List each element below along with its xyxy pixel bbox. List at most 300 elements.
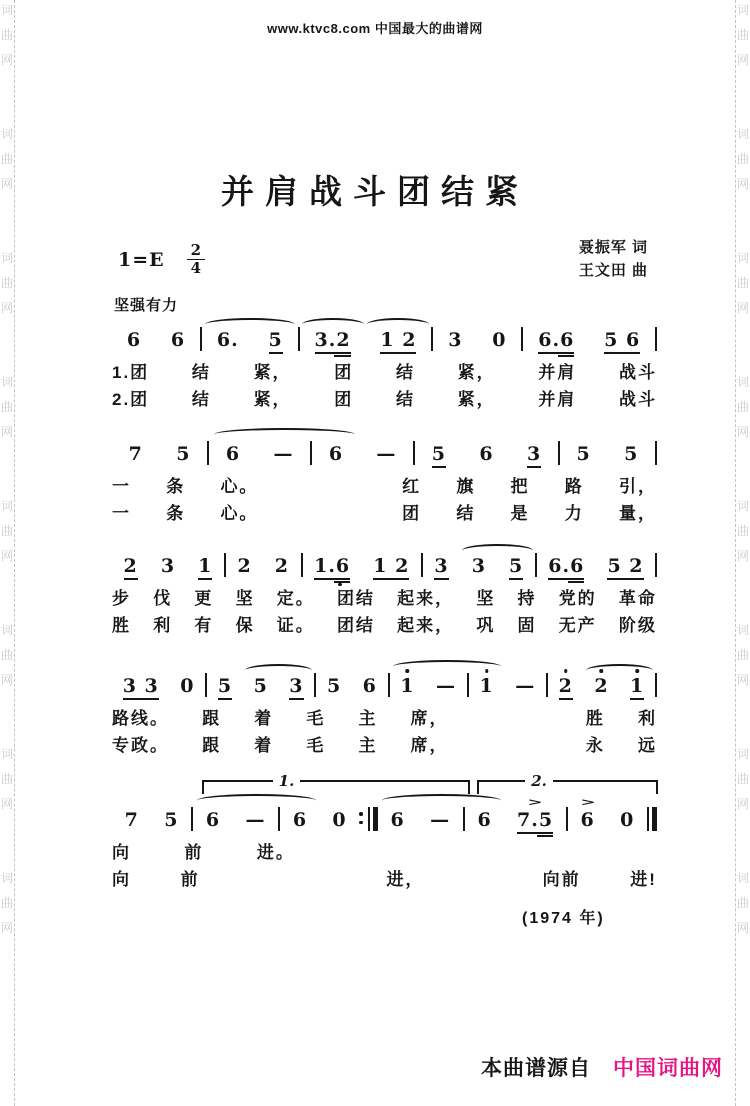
lyric-syllable: [493, 843, 512, 863]
final-barline: [647, 807, 657, 836]
watermark-group: [737, 376, 749, 438]
meter-denominator: 4: [190, 259, 202, 278]
watermark-char: 网: [0, 797, 13, 811]
note-value: 6: [479, 443, 494, 465]
note-value: 6: [328, 443, 344, 465]
watermark-char: 词: [736, 747, 749, 761]
lyric-syllable: 革命: [618, 589, 657, 608]
lyric-syllable: 永: [585, 735, 605, 755]
note-value: 5: [218, 677, 232, 700]
note-token: [152, 811, 192, 836]
note-token: [469, 677, 505, 702]
note-token: [279, 677, 315, 702]
lyric-syllable: 持: [517, 589, 537, 608]
slur-group: [366, 331, 432, 356]
watermark-char: 词: [0, 375, 13, 389]
note-token: [243, 677, 279, 702]
site-header-link[interactable]: www.ktvc8.com 中国最大的曲谱网: [267, 21, 483, 36]
notation-line: [112, 548, 657, 582]
note-value: 6: [580, 809, 595, 831]
lyrics-line: [112, 736, 657, 756]
volta-label: 1.: [273, 772, 301, 790]
octave-dot-above: [406, 669, 410, 673]
note-value: 6: [126, 329, 142, 351]
note-token: [170, 677, 206, 702]
lyric-syllable: 结: [456, 503, 476, 523]
note-value: —: [273, 443, 294, 465]
watermark-char: 网: [736, 301, 749, 315]
watermark-char: 曲: [0, 772, 13, 786]
watermark-char: 网: [0, 177, 13, 191]
watermark-char: 词: [736, 871, 749, 885]
note-value: 6: [477, 809, 492, 831]
note-token: [233, 811, 278, 836]
watermark-char: 曲: [736, 276, 749, 290]
song-title: 并肩战斗团结紧: [221, 173, 529, 210]
watermark-char: 曲: [736, 400, 749, 414]
lyric-syllable: 团: [334, 363, 354, 382]
key-text: 1=E: [118, 248, 165, 271]
lyric-syllable: 固: [517, 615, 537, 635]
note-value: 0: [492, 329, 507, 351]
watermark-group: [1, 376, 13, 438]
music-system: [112, 548, 657, 635]
note-value: 0: [180, 675, 195, 697]
note-token: [596, 557, 655, 582]
lyric-syllable: 跟: [202, 735, 222, 755]
note-token: [607, 811, 647, 836]
note-value: 3: [434, 557, 448, 580]
watermark-group: [737, 252, 749, 314]
lyric-syllable: 有: [194, 615, 214, 635]
slur-group: [460, 557, 535, 582]
note-token: [207, 677, 243, 702]
watermark-char: 曲: [736, 152, 749, 166]
watermark-char: 曲: [736, 772, 749, 786]
lyrics-line: [112, 390, 657, 410]
note-token: [366, 331, 432, 356]
note-value: 3: [289, 677, 303, 700]
lyric-syllable: 远: [637, 735, 657, 755]
note-token: [607, 445, 655, 470]
watermark-char: 词: [0, 871, 13, 885]
note-token: [254, 331, 298, 356]
note-value: 1: [479, 675, 494, 697]
watermark-char: 词: [0, 127, 13, 141]
lyrics-line: [112, 477, 657, 497]
notation-line: [112, 322, 657, 356]
footer-source-label: 本曲谱源自: [481, 1057, 591, 1080]
lyric-syllable: 席，: [410, 709, 449, 728]
watermark-char: 网: [0, 301, 13, 315]
lyric-syllable: 一: [112, 503, 131, 523]
lyric-syllable: [318, 870, 337, 890]
lyric-syllable: 着: [254, 709, 274, 728]
slur-group: [193, 807, 320, 836]
lyric-syllable: [482, 709, 501, 729]
watermark-char: 网: [0, 425, 13, 439]
lyric-syllable: 结: [395, 389, 415, 409]
lyric-syllable: 战斗: [619, 363, 657, 382]
lyric-syllable: 心。: [220, 503, 259, 523]
note-value: —: [245, 809, 266, 831]
note-value: 6: [362, 675, 377, 697]
note-token: [465, 811, 505, 836]
note-token: [280, 811, 320, 836]
note-token: [560, 445, 608, 470]
note-value: 0: [620, 809, 635, 831]
lyric-syllable: 团结: [336, 615, 375, 635]
watermark-char: 词: [0, 3, 13, 17]
note-value: 7: [124, 809, 139, 831]
note-value: 1 2: [380, 331, 416, 354]
octave-dot-above: [485, 669, 489, 673]
music-system: [112, 772, 657, 889]
lyric-syllable: 一: [112, 477, 131, 496]
lyric-syllable: [474, 870, 493, 890]
sixteenth-underline: [568, 581, 584, 583]
watermark-char: 曲: [0, 28, 13, 42]
lyric-syllable: [348, 477, 367, 497]
note-token: [320, 811, 360, 836]
lyric-syllable: [294, 477, 313, 497]
note-value: 6: [225, 443, 241, 465]
note-value: 2: [124, 557, 138, 580]
watermark-char: 网: [0, 921, 13, 935]
note-value: 6: [390, 809, 405, 831]
note-value: 3: [527, 445, 541, 468]
barline-thick: [652, 807, 657, 831]
watermark-group: [1, 748, 13, 810]
slur-group: [584, 677, 655, 702]
footer-site-link[interactable]: 中国词曲网: [613, 1057, 723, 1080]
lyric-syllable: 保: [235, 615, 255, 635]
lyric-syllable: [534, 709, 553, 729]
watermark-char: 曲: [0, 896, 13, 910]
lyric-syllable: 党的: [558, 589, 597, 608]
lyric-syllable: 向: [112, 843, 131, 862]
note-token: [417, 811, 462, 836]
lyric-syllable: 旗: [456, 477, 476, 496]
lyrics-line: [112, 363, 657, 383]
lyric-syllable: 向前: [542, 869, 581, 889]
lyric-syllable: 胜: [585, 709, 605, 728]
note-token: [433, 331, 477, 356]
lyric-syllable: 巩: [476, 615, 496, 635]
note-value: 6: [205, 809, 221, 831]
lyric-syllable: 起来，: [397, 615, 455, 635]
lyric-syllable: 利: [153, 615, 173, 635]
watermark-char: 曲: [0, 152, 13, 166]
note-token: [504, 796, 565, 836]
note-token: [193, 811, 233, 836]
time-signature: [187, 242, 205, 278]
lyric-syllable: 主: [358, 709, 378, 728]
note-token: [584, 677, 620, 702]
barline: [655, 327, 657, 351]
lyric-syllable: 2.团: [112, 389, 150, 409]
lyric-syllable: 席，: [410, 735, 449, 755]
note-token: [303, 557, 362, 582]
lyricist-credit: 聂振军 词: [578, 239, 648, 256]
lyric-syllable: 并肩: [538, 363, 577, 382]
repeat-dots: [359, 812, 363, 824]
tempo-marking: 坚强有力: [114, 297, 179, 314]
watermark-char: 词: [736, 375, 749, 389]
watermark-char: 网: [736, 797, 749, 811]
note-value: 3 3: [123, 677, 159, 700]
sixteenth-underline: [334, 355, 350, 357]
note-value: 0: [332, 809, 347, 831]
watermark-char: 曲: [0, 276, 13, 290]
watermark-group: [1, 252, 13, 314]
watermark-group: [1, 872, 13, 934]
slur-group: [243, 677, 314, 702]
lyric-syllable: 前: [184, 843, 204, 862]
note-token: [415, 445, 463, 470]
lyric-syllable: 紧，: [457, 363, 496, 382]
note-value: 7.5: [517, 811, 553, 834]
watermark-char: 网: [0, 673, 13, 687]
watermark-group: [737, 872, 749, 934]
slur-group: [209, 441, 360, 470]
lyrics-line: [112, 709, 657, 729]
slur-group: [378, 807, 505, 836]
watermark-char: 词: [736, 499, 749, 513]
barline: [655, 673, 657, 697]
watermark-char: 网: [736, 425, 749, 439]
lyric-syllable: [249, 870, 268, 890]
barline: [368, 807, 370, 831]
note-value: 1: [400, 675, 415, 697]
note-token: [477, 331, 521, 356]
note-token: [112, 445, 160, 470]
watermark-char: 词: [0, 251, 13, 265]
lyrics-line: [112, 504, 657, 524]
note-token: [209, 445, 257, 470]
sixteenth-underline: [558, 355, 574, 357]
watermark-char: 词: [736, 3, 749, 17]
lyric-syllable: 结: [395, 363, 415, 382]
watermark-char: 曲: [0, 400, 13, 414]
watermark-char: 网: [736, 921, 749, 935]
note-token: [504, 677, 545, 702]
watermark-char: 曲: [736, 28, 749, 42]
note-token: [360, 445, 413, 470]
lyric-syllable: [482, 736, 501, 756]
lyric-syllable: 步: [112, 589, 131, 608]
meter-numerator: 2: [187, 242, 205, 260]
note-token: [378, 811, 418, 836]
lyric-syllable: 路线。: [112, 709, 169, 728]
watermark-group: [737, 748, 749, 810]
note-value: 1.6: [314, 557, 350, 580]
music-system: [112, 436, 657, 523]
lyric-syllable: 进。: [256, 843, 295, 862]
watermark-char: 曲: [736, 896, 749, 910]
lyrics-line: [112, 616, 657, 636]
note-token: [316, 677, 352, 702]
watermark-char: 词: [0, 623, 13, 637]
note-value: 2: [237, 555, 252, 577]
note-token: [460, 557, 497, 582]
note-token: [497, 557, 534, 582]
note-token: [548, 677, 584, 702]
lyric-syllable: 红: [402, 477, 422, 496]
note-value: 6.: [216, 329, 239, 351]
lyric-syllable: 前: [180, 869, 200, 889]
note-value: 5: [253, 675, 268, 697]
note-token: [568, 796, 608, 836]
lyric-syllable: 坚: [476, 589, 496, 608]
note-token: [156, 331, 200, 356]
lyric-syllable: 着: [254, 735, 274, 755]
lyric-syllable: 起来，: [397, 589, 455, 608]
lyric-syllable: 主: [358, 735, 378, 755]
lyric-syllable: 引，: [618, 477, 657, 496]
watermark-group: [737, 500, 749, 562]
composer-credit: 王文田 曲: [578, 262, 648, 280]
note-value: —: [515, 675, 536, 697]
lyric-syllable: 无产: [558, 615, 597, 635]
lyric-syllable: 结: [191, 363, 211, 382]
lyric-syllable: 专政。: [112, 735, 169, 755]
sixteenth-underline: [334, 581, 350, 583]
footer: [481, 1052, 723, 1082]
note-value: 5: [269, 331, 283, 354]
note-value: —: [376, 443, 397, 465]
watermark-char: 网: [736, 53, 749, 67]
watermark-char: 网: [736, 549, 749, 563]
notation-line: [112, 436, 657, 470]
note-token: [112, 677, 170, 702]
octave-dot-above: [600, 669, 604, 673]
slur-group: [202, 331, 298, 356]
note-token: [149, 557, 186, 582]
watermark-group: [737, 624, 749, 686]
lyrics-line: [112, 843, 657, 863]
lyric-syllable: 条: [166, 503, 186, 523]
slur-group: [390, 673, 505, 702]
lyric-syllable: 战斗: [619, 389, 657, 409]
lyric-syllable: 紧，: [253, 389, 292, 409]
note-value: 6: [292, 809, 308, 831]
lyric-syllable: 紧，: [253, 363, 292, 382]
note-value: 2: [594, 675, 609, 697]
lyric-syllable: 结: [191, 389, 211, 409]
credits: [579, 236, 648, 283]
lyric-syllable: 毛: [306, 735, 326, 755]
lyric-syllable: 1.团: [112, 363, 150, 382]
note-token: [425, 677, 466, 702]
note-value: 3.2: [315, 331, 351, 354]
repeat-end-barline: [359, 807, 378, 836]
note-value: 5: [164, 809, 179, 831]
note-value: 2: [274, 555, 290, 577]
note-token: [187, 557, 224, 582]
note-value: 5 2: [607, 557, 643, 580]
barline: [647, 807, 649, 831]
lyric-syllable: 坚: [235, 589, 255, 608]
lyric-syllable: 量，: [618, 503, 657, 523]
note-value: 3: [448, 329, 463, 351]
watermark-char: 网: [0, 53, 13, 67]
note-token: [537, 557, 596, 582]
lyric-syllable: 胜: [112, 615, 131, 635]
music-system: [112, 668, 657, 755]
note-token: [619, 677, 655, 702]
note-value: 5: [432, 445, 446, 468]
lyric-syllable: 伐: [153, 589, 173, 608]
note-value: 5: [176, 443, 191, 465]
note-value: 5 6: [604, 331, 640, 354]
slur-arc: [382, 794, 501, 807]
watermark-char: 词: [736, 251, 749, 265]
note-token: [463, 445, 511, 470]
note-token: [362, 557, 421, 582]
lyric-syllable: 团: [402, 503, 422, 523]
lyrics-line: [112, 870, 657, 890]
note-token: [263, 557, 300, 582]
notation-line: [112, 772, 657, 836]
watermark-char: 词: [0, 747, 13, 761]
accent-mark: >: [527, 796, 543, 808]
lyric-syllable: 心。: [220, 477, 259, 496]
watermark-char: 词: [736, 127, 749, 141]
note-token: [312, 445, 360, 470]
note-token: [510, 445, 558, 470]
watermark-char: 网: [736, 673, 749, 687]
note-value: 6.6: [548, 557, 584, 580]
lyric-syllable: 阶级: [618, 615, 657, 635]
lyric-syllable: [566, 843, 585, 863]
watermark-char: 曲: [0, 524, 13, 538]
lyric-syllable: [348, 843, 367, 863]
lyric-syllable: 条: [166, 477, 186, 496]
lyric-syllable: 证。: [276, 615, 315, 635]
watermark-char: 曲: [736, 524, 749, 538]
slur-arc: [214, 428, 356, 441]
note-token: [390, 677, 426, 702]
lyric-syllable: 把: [510, 477, 530, 496]
watermark-group: [1, 624, 13, 686]
note-value: —: [430, 809, 451, 831]
lyrics-line: [112, 589, 657, 609]
note-value: 1: [198, 557, 212, 580]
lyric-syllable: [534, 736, 553, 756]
key-signature: [118, 242, 205, 278]
lyric-syllable: [348, 504, 367, 524]
note-value: 2: [559, 677, 573, 700]
volta-bracket: [202, 772, 470, 794]
lyric-syllable: 紧，: [457, 389, 496, 409]
note-token: [160, 445, 208, 470]
lyric-syllable: 向: [112, 869, 131, 889]
lyric-syllable: [638, 843, 657, 863]
lyric-syllable: 定。: [276, 589, 315, 608]
note-token: [226, 557, 263, 582]
barline: [655, 553, 657, 577]
lyric-syllable: 进，: [386, 869, 425, 889]
lyric-syllable: [294, 504, 313, 524]
barline: [655, 441, 657, 465]
note-value: 6: [170, 329, 186, 351]
note-token: [202, 331, 254, 356]
lyric-syllable: [421, 843, 440, 863]
lyric-syllable: 团: [334, 389, 354, 409]
note-token: [112, 557, 149, 582]
lyric-syllable: 毛: [306, 709, 326, 728]
